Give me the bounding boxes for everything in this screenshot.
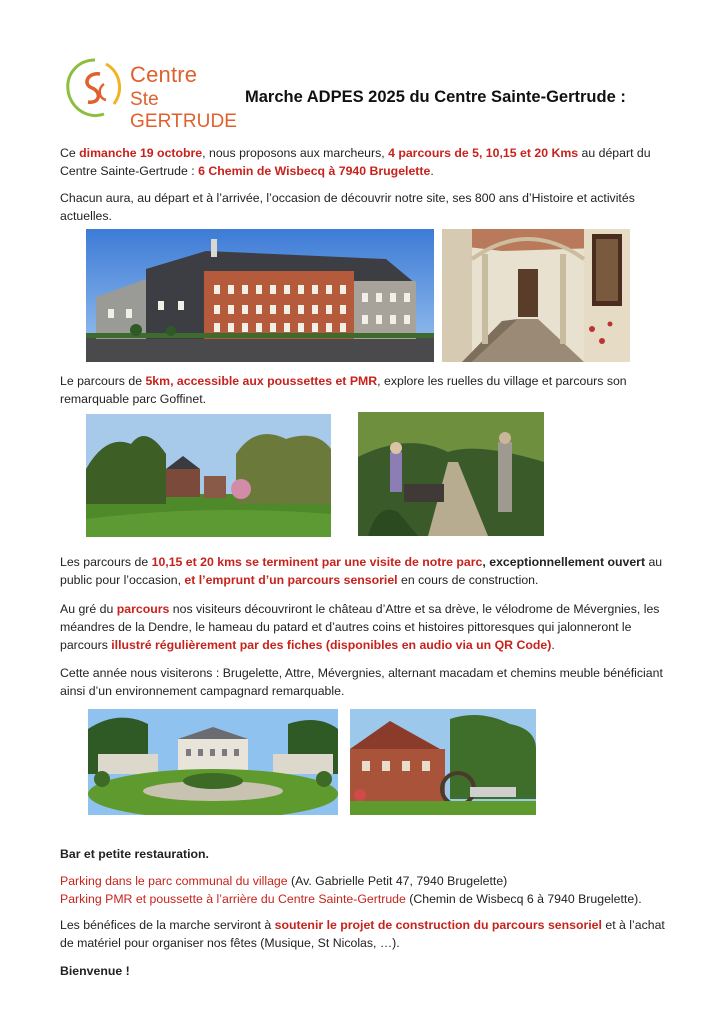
paragraph-route-sights: Au gré du parcours nos visiteurs découvriront le château d’Attre et sa drève, le vélodrome de Mévergnies, les méandres de la Dendre, le hameau du patard et d’autres coins et histoires pittoresques qui jalonneront le parcours illustré régulièrement par des fiches (disponibles en audio via un QR Code).: [60, 602, 660, 652]
paragraph-intro: Ce dimanche 19 octobre, nous proposons aux marcheurs, 4 parcours de 5, 10,15 et 20 Kms au départ du Centre Sainte-Gertrude : 6 Chemin de Wisbecq à 7940 Brugelette.: [60, 146, 651, 178]
building-photo: [86, 229, 434, 362]
paragraph-welcome: Bienvenue !: [60, 964, 130, 978]
paragraph-profits: Les bénéfices de la marche serviront à soutenir le projet de construction du parcours sensoriel et à l’achat de matériel pour organiser nos fêtes (Musique, St Nicolas, …).: [60, 918, 665, 950]
paragraph-5km: Le parcours de 5km, accessible aux poussettes et PMR, explore les ruelles du village et parcours son remarquable parc Goffinet.: [60, 374, 627, 406]
logo-text-centre: Centre: [130, 62, 198, 87]
paragraph-villages: Cette année nous visiterons : Brugelette, Attre, Mévergnies, alternant macadam et chemins meuble bénéficiant ainsi d’un environnement campagnard remarquable.: [60, 666, 663, 698]
page-title: Marche ADPES 2025 du Centre Sainte-Gertrude :: [245, 88, 626, 106]
logo-swirl-icon: [60, 54, 130, 124]
paragraph-parking: Parking dans le parc communal du village (Av. Gabrielle Petit 47, 7940 Brugelette) Parking PMR et poussette à l’arrière du Centre Sainte-Gertrude (Chemin de Wisbecq 6 à 7940 Brugelette).: [60, 874, 642, 906]
corridor-photo: [442, 229, 630, 362]
paragraph-discovery: Chacun aura, au départ et à l’arrivée, l’occasion de découvrir notre site, ses 800 ans d’Histoire et activités actuelles.: [60, 191, 635, 223]
garden-path-photo: [358, 412, 544, 536]
castle-photo: [88, 709, 338, 815]
paragraph-bar: Bar et petite restauration.: [60, 847, 209, 861]
logo-text-gertrude: Ste GERTRUDE: [130, 89, 238, 132]
logo: [60, 54, 238, 132]
park-photo: [86, 414, 331, 537]
watermill-photo: [350, 709, 536, 815]
paragraph-long-routes: Les parcours de 10,15 et 20 kms se terminent par une visite de notre parc, exceptionnellement ouvert au public pour l’occasion, et l’emprunt d’un parcours sensoriel en cours de construction.: [60, 555, 663, 587]
